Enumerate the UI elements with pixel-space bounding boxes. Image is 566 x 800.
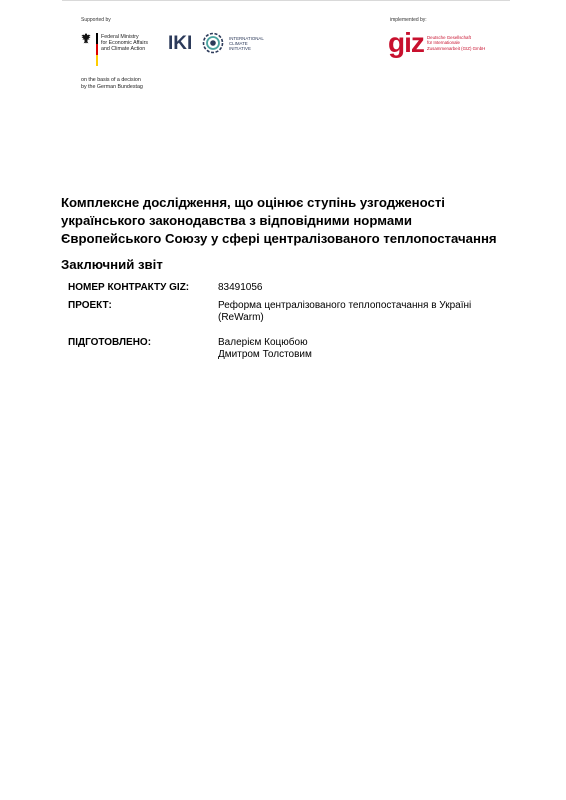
iki-line: INTERNATIONAL: [229, 36, 264, 41]
ministry-line: for Economic Affairs: [101, 40, 149, 46]
iki-name: [229, 36, 264, 51]
iki-wordmark: IKI: [168, 33, 193, 54]
decision-line: by the German Bundestag: [81, 83, 143, 90]
giz-logo: [388, 27, 498, 60]
ministry-line: Federal Ministry: [101, 34, 139, 40]
ministry-name: [101, 34, 148, 52]
project-value-line: (ReWarm): [218, 312, 264, 323]
author-name: Валерієм Коцюбою: [218, 337, 308, 348]
decision-line: on the basis of a decision: [81, 77, 141, 83]
top-rule: [62, 0, 510, 1]
decision-note: [81, 77, 143, 90]
iki-rings-icon: [202, 32, 226, 54]
giz-line: für Internationale: [427, 40, 460, 46]
prepared-value: [218, 337, 508, 361]
title-line: українського законодавства з відповідними нормами: [61, 213, 413, 228]
implemented-by-label: implemented by:: [390, 17, 427, 23]
project-value-line: Реформа централізованого теплопостачання в Україні: [218, 300, 472, 311]
ministry-logo: [81, 33, 151, 69]
project-label: ПРОЕКТ:: [68, 300, 112, 311]
document-title: [61, 194, 521, 248]
iki-line: INITIATIVE: [229, 46, 251, 51]
ministry-line: and Climate Action: [101, 46, 146, 52]
contract-value: 83491056: [218, 282, 263, 293]
author-name: Дмитром Толстовим: [218, 349, 312, 360]
contract-label: НОМЕР КОНТРАКТУ GIZ:: [68, 282, 190, 293]
project-value: [218, 300, 508, 324]
giz-line: Deutsche Gesellschaft: [427, 35, 471, 40]
giz-line: Zusammenarbeit (GIZ) GmbH: [427, 45, 486, 51]
german-flag-bar: [96, 33, 98, 66]
report-type: Заключний звіт: [61, 257, 163, 272]
giz-name: [427, 35, 485, 51]
supported-by-label: Supported by: [81, 17, 111, 23]
federal-eagle-icon: [81, 33, 91, 44]
giz-wordmark: giz: [388, 27, 424, 58]
title-line: Європейського Союзу у сфері централізованого теплопостачання: [61, 231, 497, 246]
title-line: Комплексне дослідження, що оцінює ступінь узгодженості: [61, 195, 445, 210]
iki-line: CLIMATE: [229, 41, 248, 46]
iki-logo: [168, 32, 278, 54]
prepared-label: ПІДГОТОВЛЕНО:: [68, 337, 152, 348]
